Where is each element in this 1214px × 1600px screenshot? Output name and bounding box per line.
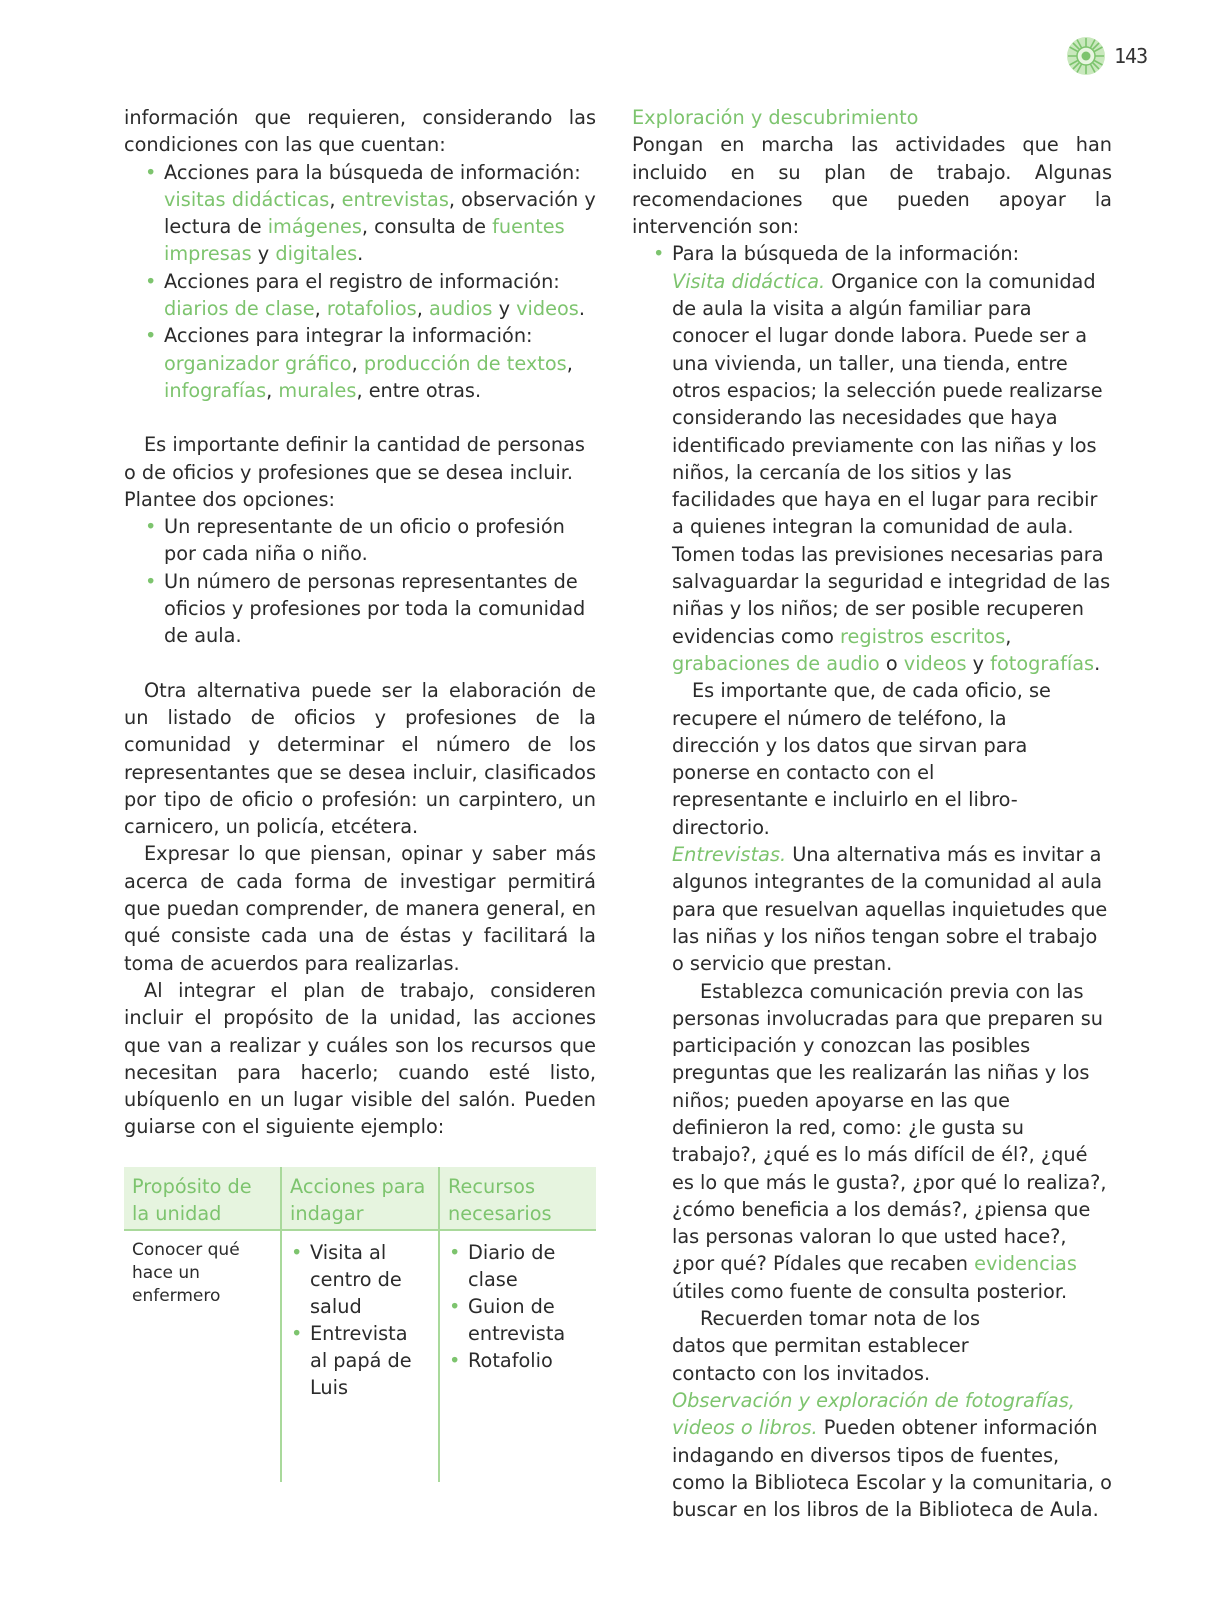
right-column	[632, 104, 1112, 1523]
header-resources: Recursos necesarios	[439, 1167, 596, 1230]
list-item: • Guion de entrevista	[468, 1293, 588, 1347]
list-item: • Rotafolio	[468, 1347, 588, 1374]
actions-list	[124, 159, 596, 405]
header-purpose: Propósito de la unidad	[124, 1167, 281, 1230]
list-item: • Acciones para el registro de información: diarios de clase, rotafolios, audios y videos.	[164, 268, 596, 323]
link-digitales: digitales	[275, 242, 358, 266]
paragraph-visita: Visita didáctica. Organice con la comunidad de aula la visita a algún familiar para conocer el lugar donde labora. Puede ser a una vivienda, un taller, una tienda, entre otros espacios; la selección puede realizarse considerando las necesidades que haya identificado previamente con las niñas y los niños, la cercanía de los sitios y las facilidades que haya en el lugar para recibir a quienes integran la comunidad de aula. Tomen todas las previsiones necesarias para salvaguardar la seguridad e integridad de las niñas y los niños; de ser posible recuperen evidencias como registros escritos, grabaciones de audio o videos y fotografías.	[672, 269, 1111, 675]
table-header-row	[124, 1167, 596, 1230]
left-column	[124, 104, 596, 1141]
paragraph-express: Expresar lo que piensan, opinar y saber más acerca de cada forma de investigar permitirá que puedan comprender, de manera general, en qué consiste cada una de éstas y facilitará la toma de acuerdos para realizarlas.	[124, 842, 596, 975]
link-entrevistas: entrevistas	[341, 187, 449, 211]
paragraph-observacion: Observación y exploración de fotografías, videos o libros. Pueden obtener información indagando en diversos tipos de fuentes, como la Biblioteca Escolar y la comunitaria, o buscar en los libros de la Biblioteca de Aula.	[672, 1388, 1112, 1522]
page-number: 143	[1114, 44, 1148, 68]
link-organizador: organizador gráfico	[164, 351, 352, 375]
link-imagenes: imágenes	[267, 215, 362, 239]
paragraph-note: Recuerden tomar nota de los datos que permitan establecer contacto con los invitados.	[672, 1307, 981, 1385]
cell-actions	[281, 1230, 439, 1482]
link-rotafolios: rotafolios	[326, 297, 417, 321]
link-infografias: infografías	[164, 378, 267, 402]
visita-title: Visita didáctica.	[672, 269, 826, 293]
list-item: • Visita al centro de salud	[310, 1239, 430, 1320]
options-list	[124, 513, 596, 649]
paragraph-entrevistas: Entrevistas. Una alternativa más es invitar a algunos integrantes de la comunidad al aula para que resuelvan aquellas inquietudes que las niñas y los niños tengan sobre el trabajo o servicio que prestan.	[672, 843, 1108, 976]
link-produccion: producción de textos	[363, 351, 567, 375]
recommendations-block	[632, 268, 1112, 1524]
list-item: • Un representante de un oficio o profesión por cada niña o niño.	[164, 513, 596, 568]
list-item: • Para la búsqueda de la información:	[672, 240, 1112, 267]
search-list	[632, 240, 1112, 267]
observacion-title: Observación y exploración de fotografías, videos o libros.	[672, 1388, 1075, 1440]
link-audios: audios	[428, 297, 493, 321]
table-row	[124, 1230, 596, 1482]
cell-purpose: Conocer qué hace un enfermero	[132, 1240, 240, 1306]
cell-resources	[439, 1230, 596, 1482]
paragraph-important: Es importante definir la cantidad de personas o de oficios y profesiones que se desea incluir. Plantee dos opciones:	[124, 433, 585, 511]
link-videos: videos	[516, 297, 579, 321]
right-intro: Pongan en marcha las actividades que han incluido en su plan de trabajo. Algunas recomendaciones que pueden apoyar la intervención son:	[632, 133, 1112, 239]
section-heading: Exploración y descubrimiento	[632, 106, 919, 129]
link-videos: videos	[903, 651, 967, 675]
link-murales: murales	[278, 378, 357, 402]
entrevistas-title: Entrevistas.	[672, 843, 787, 867]
link-grabaciones: grabaciones de audio	[672, 651, 880, 675]
paragraph-communication: Establezca comunicación previa con las personas involucradas para que preparen su participación y conozcan las posibles preguntas que les realizarán las niñas y los niños; pueden apoyarse en las que definieron la red, como: ¿le gusta su trabajo?, ¿qué es lo más difícil de él?, ¿qué es lo que más le gusta?, ¿por qué lo realiza?, ¿cómo beneficia a los demás?, ¿piensa que las personas valoran lo que usted hace?, ¿por qué? Pídales que recaben evidencias útiles como fuente de consulta posterior.	[672, 979, 1107, 1303]
list-item: • Entrevista al papá de Luis	[310, 1320, 430, 1401]
sun-logo-icon	[1066, 36, 1106, 76]
link-fotografias: fotografías	[990, 651, 1095, 675]
paragraph-alternative: Otra alternativa puede ser la elaboración de un listado de oficios y profesiones de la comunidad y determinar el número de los representantes que se desea incluir, clasificados por tipo de oficio o profesión: un carpintero, un carnicero, un policía, etcétera.	[124, 678, 596, 839]
list-item: • Un número de personas representantes de oficios y profesiones por toda la comunidad de aula.	[164, 568, 596, 650]
link-registros: registros escritos	[840, 624, 1006, 648]
paragraph-plan: Al integrar el plan de trabajo, consideren incluir el propósito de la unidad, las acciones que van a realizar y cuáles son los recursos que necesitan para hacerlo; cuando esté listo, ubíquenlo en un lugar visible del salón. Pueden guiarse con el siguiente ejemplo:	[124, 978, 596, 1139]
list-item: • Diario de clase	[468, 1239, 588, 1293]
list-item: • Acciones para integrar la información: organizador gráfico, producción de textos, infografías, murales, entre otras.	[164, 322, 596, 404]
link-visitas: visitas didácticas	[164, 187, 330, 211]
list-item: • Acciones para la búsqueda de información: visitas didácticas, entrevistas, observación y lectura de imágenes, consulta de fuentes impresas y digitales.	[164, 159, 596, 268]
left-intro: información que requieren, considerando las condiciones con las que cuentan:	[124, 106, 596, 157]
link-evidencias: evidencias	[974, 1252, 1077, 1276]
work-plan-table	[124, 1167, 596, 1482]
header-actions: Acciones para indagar	[281, 1167, 439, 1230]
paragraph-phone: Es importante que, de cada oficio, se recupere el número de teléfono, la dirección y los datos que sirvan para ponerse en contacto con el representante e incluirlo en el libro-directorio.	[672, 679, 1051, 839]
page-header	[1066, 36, 1147, 76]
link-diarios: diarios de clase	[164, 297, 315, 321]
link-fuentes-impresas: fuentes impresas	[164, 215, 565, 266]
